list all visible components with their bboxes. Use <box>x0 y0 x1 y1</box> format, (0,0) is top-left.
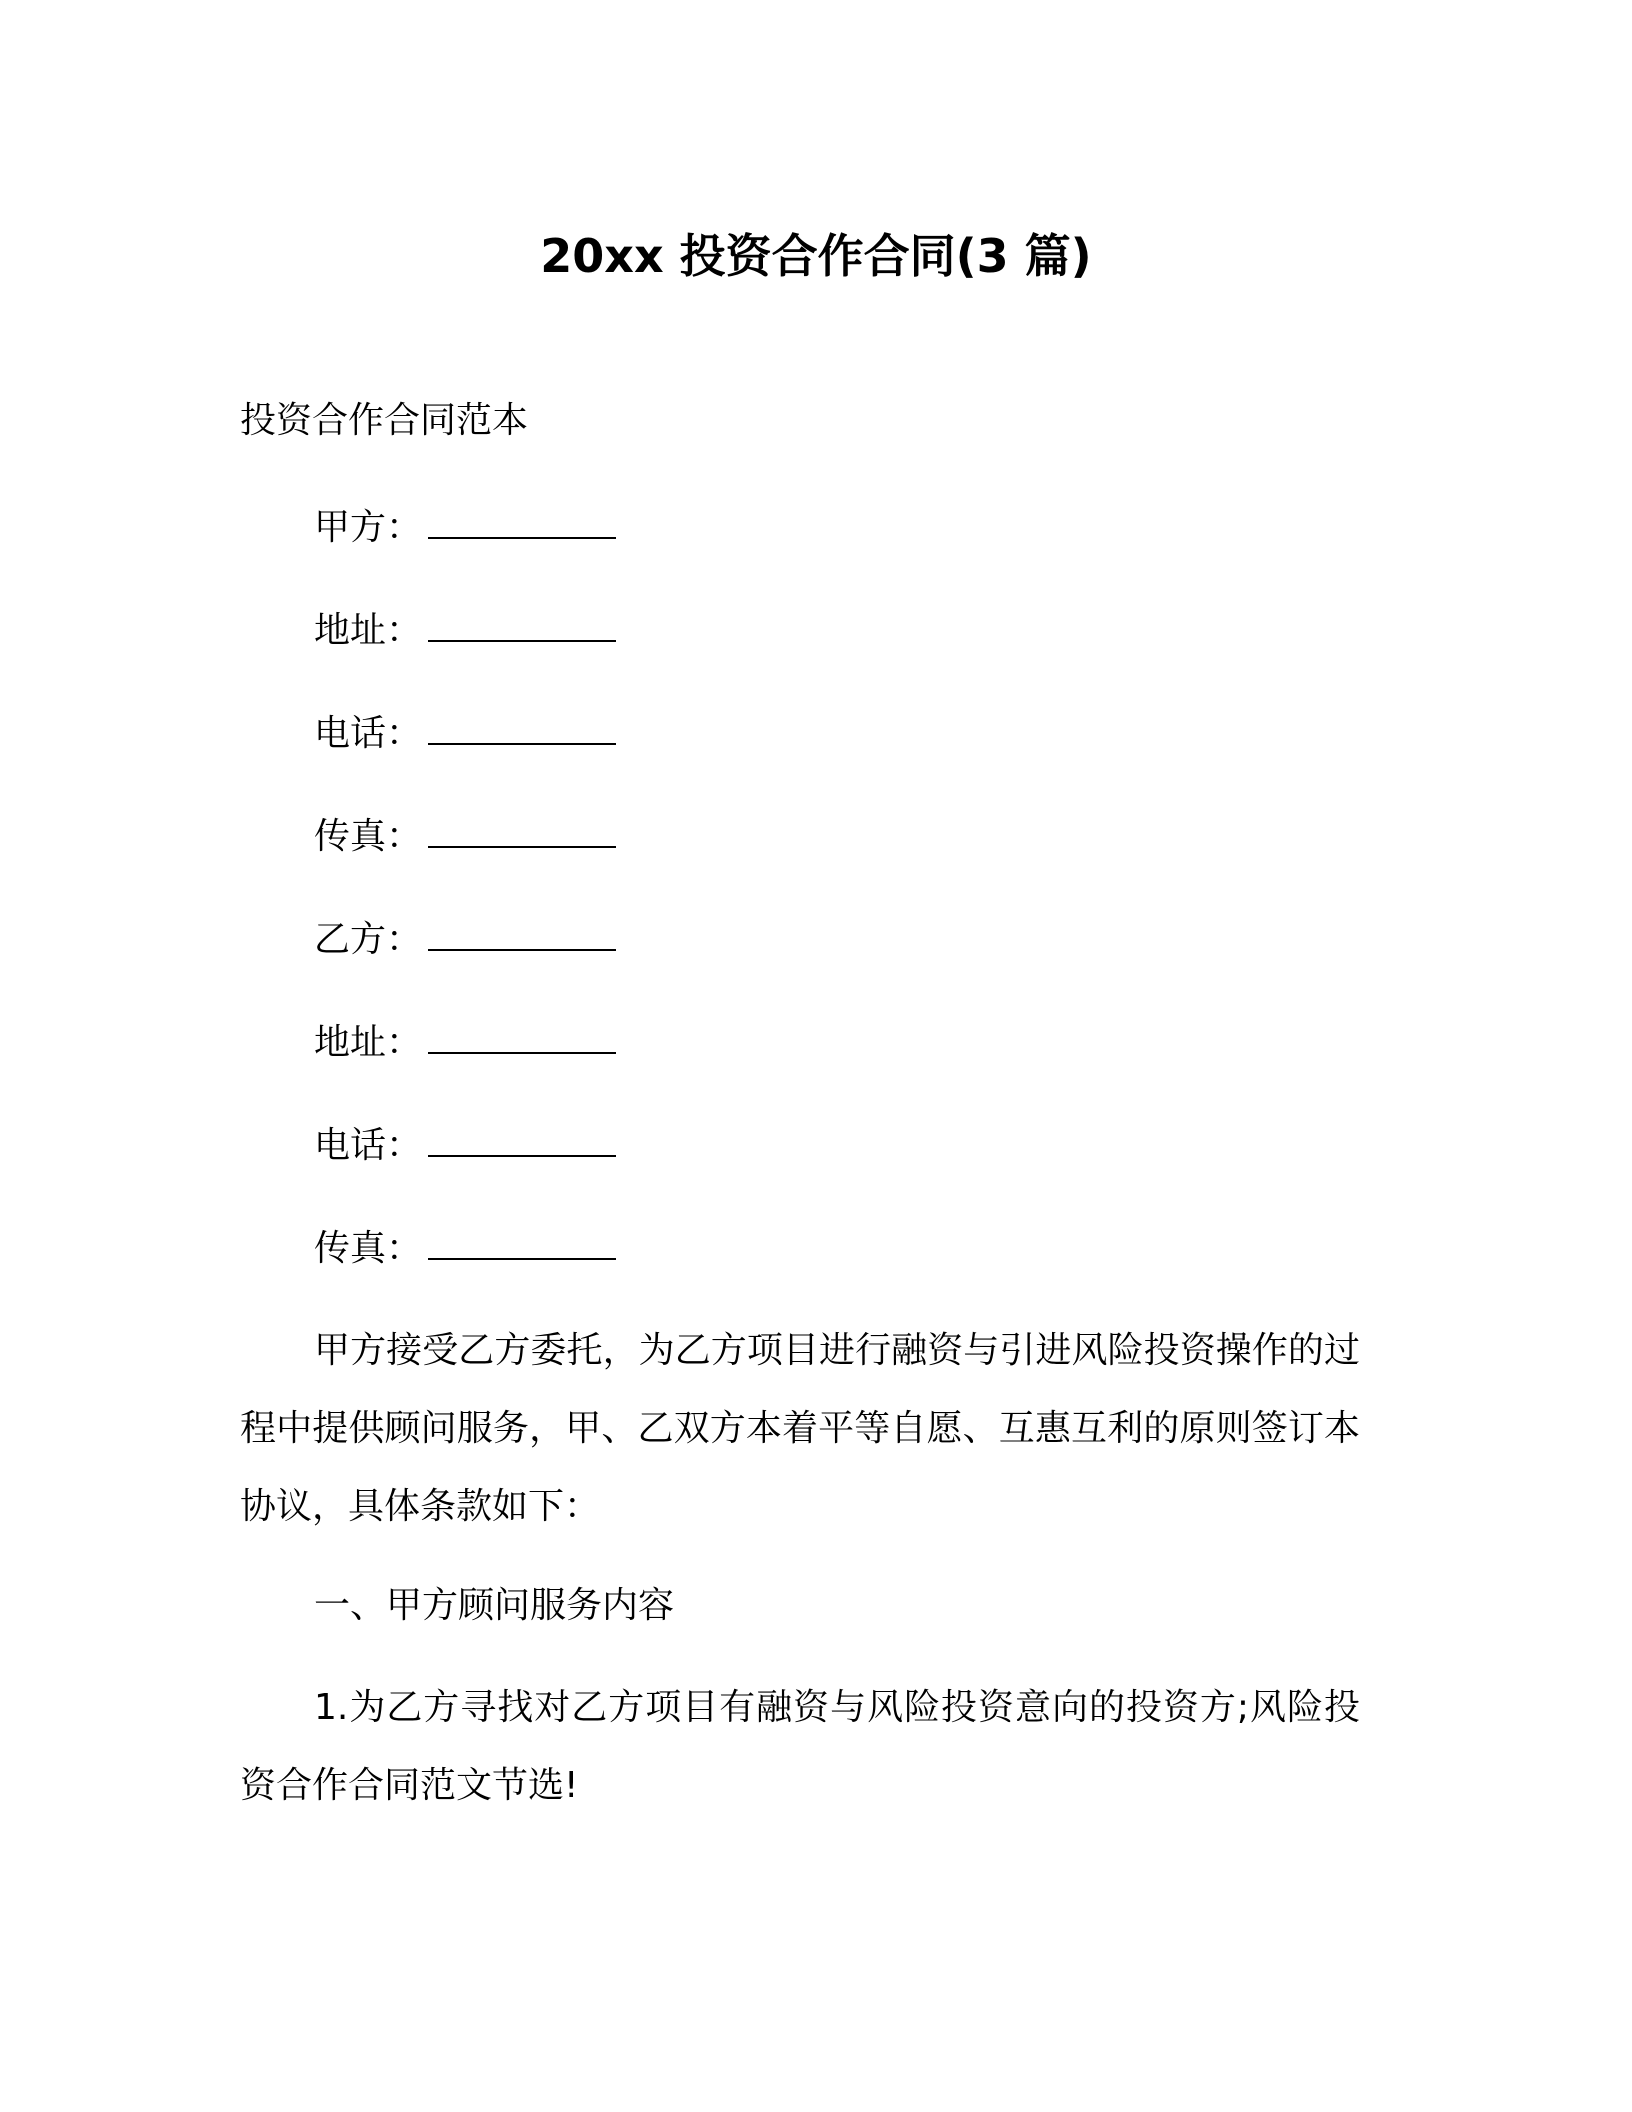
field-label: 甲方： <box>314 507 423 548</box>
document-subtitle: 投资合作合同范本 <box>240 400 529 441</box>
blank-line <box>428 1123 616 1157</box>
field-label: 电话： <box>314 1125 423 1166</box>
field-label: 电话： <box>314 713 423 754</box>
blank-line <box>428 814 616 848</box>
blank-line <box>428 505 616 539</box>
field-label: 地址： <box>314 1022 423 1063</box>
party-b-fax-field <box>314 1224 616 1274</box>
party-a-fax-field <box>314 812 616 862</box>
field-label: 传真： <box>314 816 423 857</box>
item-1-paragraph: 1.为乙方寻找对乙方项目有融资与风险投资意向的投资方;风险投资合作合同范文节选! <box>240 1687 1360 1806</box>
document-title: 20xx 投资合作合同(3 篇) <box>540 229 1092 283</box>
intro-paragraph: 甲方接受乙方委托，为乙方项目进行融资与引进风险投资操作的过程中提供顾问服务，甲、乙双方本着平等自愿、互惠互利的原则签订本协议，具体条款如下： <box>240 1330 1360 1527</box>
blank-line <box>428 608 616 642</box>
field-label: 传真： <box>314 1228 423 1269</box>
blank-line <box>428 917 616 951</box>
blank-line <box>428 711 616 745</box>
party-a-field <box>314 503 616 553</box>
party-b-field <box>314 915 616 965</box>
party-b-address-field <box>314 1018 616 1068</box>
blank-line <box>428 1226 616 1260</box>
section-heading-1: 一、甲方顾问服务内容 <box>314 1585 675 1626</box>
party-a-phone-field <box>314 709 616 759</box>
party-b-phone-field <box>314 1121 616 1171</box>
blank-line <box>428 1020 616 1054</box>
field-label: 地址： <box>314 610 423 651</box>
party-a-address-field <box>314 606 616 656</box>
field-label: 乙方： <box>314 919 423 960</box>
